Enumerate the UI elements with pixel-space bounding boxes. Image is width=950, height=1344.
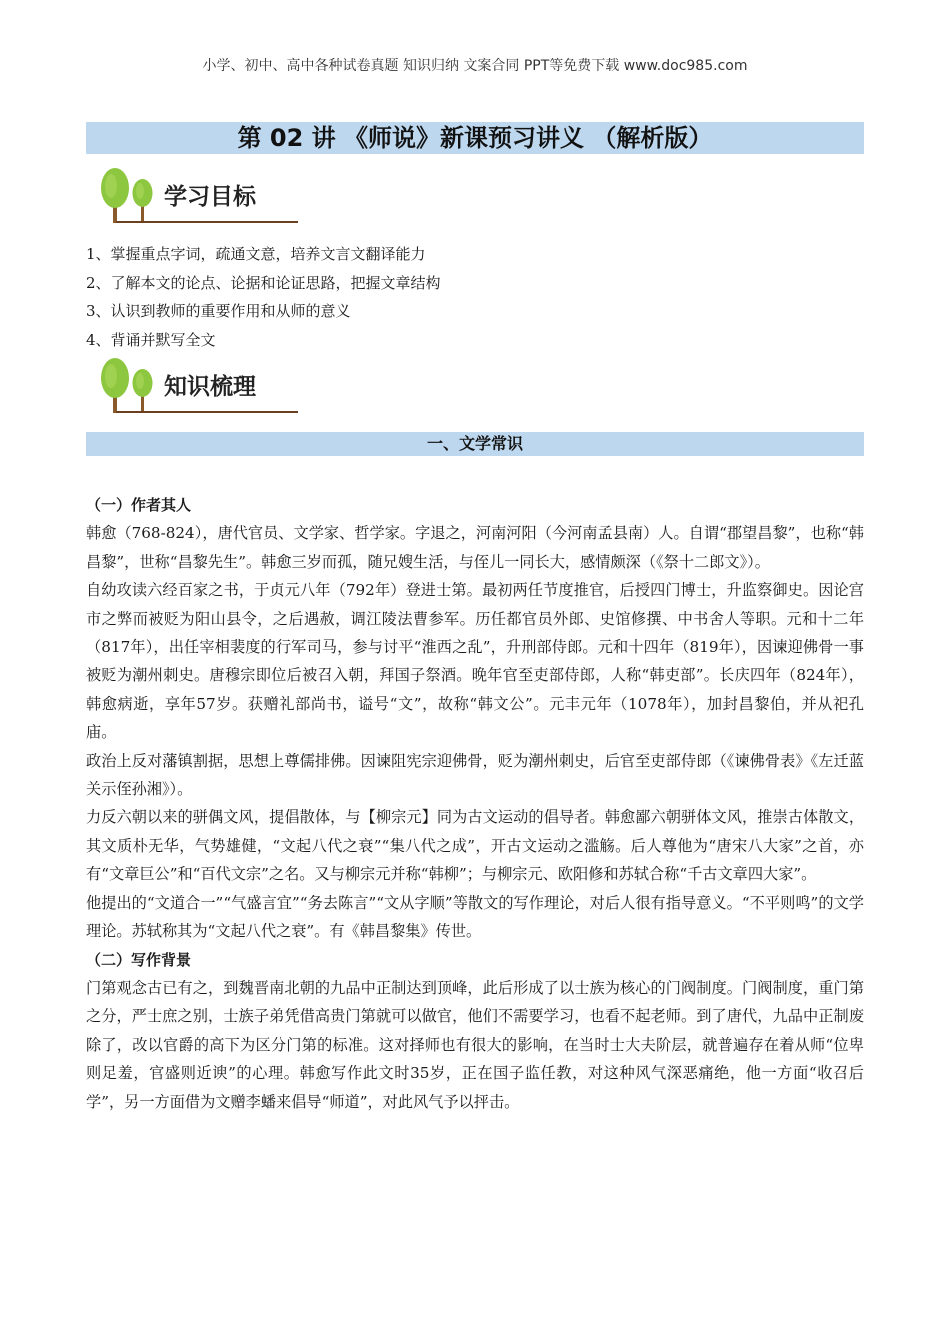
author-paragraph: 他提出的“文道合一”“气盛言宜”“务去陈言”“文从字顺”等散文的写作理论，对后人很有指导意义。“不平则鸣”的文学理论。苏轼称其为“文起八代之衰”。有《韩昌黎集》传世。: [86, 893, 864, 941]
goal-item: 1、掌握重点字词，疏通文意，培养文言文翻译能力: [86, 245, 426, 263]
page-title: 第 02 讲 《师说》新课预习讲义 （解析版）: [86, 122, 864, 154]
section-title: 一、文学常识: [86, 432, 864, 456]
background-heading: （二）写作背景: [86, 950, 192, 969]
knowledge-badge: [94, 358, 304, 416]
badge-underline: [116, 411, 298, 413]
author-paragraph: 韩愈（768-824），唐代官员、文学家、哲学家。字退之，河南河阳（今河南孟县南）人。自谓“郡望昌黎”，也称“韩昌黎”，世称“昌黎先生”。韩愈三岁而孤，随兄嫂生活，与侄儿一同长大，感情颇深（《祭十二郎文》）。: [86, 524, 864, 571]
knowledge-badge-label: 知识梳理: [164, 374, 256, 400]
author-paragraph: 力反六朝以来的骈偶文风，提倡散体，与【柳宗元】同为古文运动的倡导者。韩愈鄙六朝骈体文风，推崇古体散文，其文质朴无华，气势雄健，“文起八代之衰”“集八代之成”，开古文运动之滥觞。后人尊他为“唐宋八大家”之首，亦有“文章巨公”和“百代文宗”之名。又与柳宗元并称“韩柳”；与柳宗元、欧阳修和苏轼合称“千古文章四大家”。: [86, 808, 864, 884]
author-heading: （一）作者其人: [86, 496, 192, 514]
background-paragraph: 门第观念古已有之，到魏晋南北朝的九品中正制达到顶峰，此后形成了以士族为核心的门阀制度。门阀制度，重门第之分，严士庶之别，士族子弟凭借高贵门第就可以做官，他们不需要学习，也看不起老师。到了唐代，九品中正制废除了，改以官爵的高下为区分门第的标准。这对择师也有很大的影响，在当时士大夫阶层，就普遍存在着从师“位卑则足羞，官盛则近谀”的心理。韩愈写作此文时35岁，正在国子监任教，对这种风气深恶痛绝，他一方面“收召后学”，另一方面借为文赠李蟠来倡导“师道”，对此风气予以抨击。: [86, 978, 864, 1111]
site-header-text: 小学、初中、高中各种试卷真题 知识归纳 文案合同 PPT等免费下载 www.doc985.com: [202, 58, 748, 74]
author-paragraph: 自幼攻读六经百家之书，于贞元八年（792年）登进士第。最初两任节度推官，后授四门博士，升监察御史。因论宫市之弊而被贬为阳山县令，之后遇赦，调江陵法曹参军。历任都官员外郎、史馆修撰、中书舍人等职。元和十二年（817年），出任宰相裴度的行军司马，参与讨平“淮西之乱”，升刑部侍郎。元和十四年（819年），因谏迎佛骨一事被贬为潮州刺史。唐穆宗即位后被召入朝，拜国子祭酒。晚年官至吏部侍郎，人称“韩吏部”。长庆四年（824年），韩愈病逝，享年57岁。获赠礼部尚书，谥号“文”，故称“韩文公”。元丰元年（1078年），加封昌黎伯，并从祀孔庙。: [86, 581, 864, 742]
tree-icon: [94, 168, 164, 226]
tree-icon: [94, 358, 164, 416]
goal-item: 2、了解本文的论点、论据和论证思路，把握文章结构: [86, 273, 441, 292]
badge-underline: [116, 221, 298, 223]
goal-item: 3、认识到教师的重要作用和从师的意义: [86, 302, 351, 321]
goals-list: [86, 240, 866, 355]
goals-badge-label: 学习目标: [164, 184, 256, 210]
goals-badge: [94, 168, 304, 226]
goal-item: 4、背诵并默写全文: [86, 331, 216, 350]
author-paragraph: 政治上反对藩镇割据，思想上尊儒排佛。因谏阻宪宗迎佛骨，贬为潮州刺史，后官至吏部侍郎（《谏佛骨表》《左迁蓝关示侄孙湘》）。: [86, 751, 864, 799]
main-text: [86, 491, 864, 1116]
